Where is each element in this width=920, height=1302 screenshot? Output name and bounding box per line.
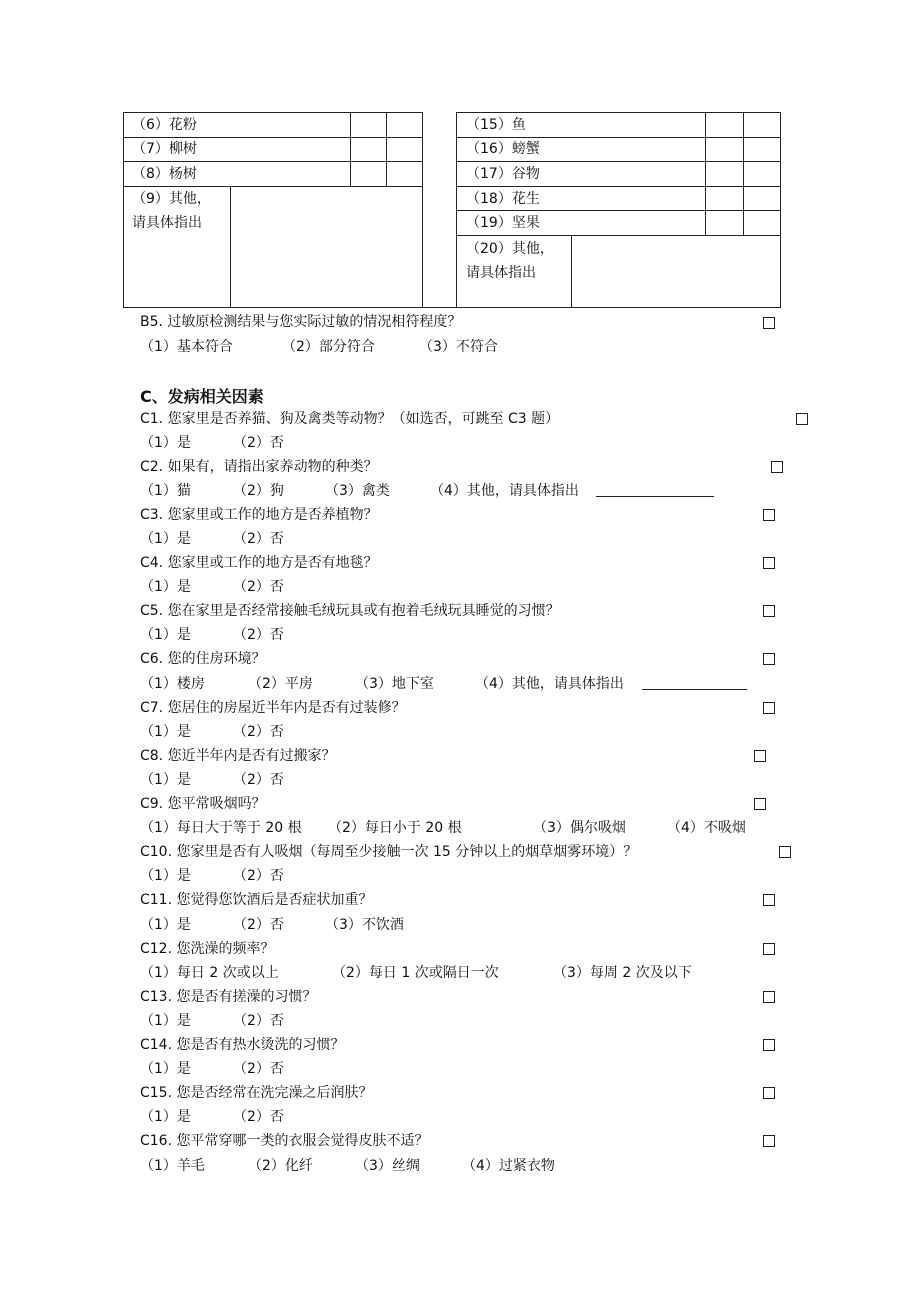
option: （2）部分符合 — [282, 339, 375, 355]
option: （1）楼房 — [140, 676, 205, 692]
option: （2）否 — [233, 531, 284, 547]
option: （2）否 — [233, 1013, 284, 1029]
option: （1）羊毛 — [140, 1158, 205, 1174]
question-c4: C4. 您家里或工作的地方是否有地毯？ — [140, 555, 378, 571]
option: （1）基本符合 — [140, 339, 233, 355]
answer-box-c8[interactable] — [754, 750, 766, 762]
option: （2）否 — [233, 1061, 284, 1077]
question-c7: C7. 您居住的房屋近半年内是否有过装修？ — [140, 700, 406, 716]
option: （2）否 — [233, 772, 284, 788]
question-c6: C6. 您的住房环境？ — [140, 651, 266, 667]
table-cell-peanut: （18）花生 — [466, 191, 540, 207]
question-c1: C1. 您家里是否养猫、狗及禽类等动物？（如选否，可跳至 C3 题） — [140, 411, 560, 427]
answer-box-c3[interactable] — [763, 509, 775, 521]
option: （3）偶尔吸烟 — [533, 820, 626, 836]
option: （1）是 — [140, 1061, 191, 1077]
table-cell-pollen: （6）花粉 — [132, 117, 197, 133]
section-title-c: C、发病相关因素 — [140, 387, 264, 406]
question-c3: C3. 您家里或工作的地方是否养植物？ — [140, 507, 378, 523]
option: （1）是 — [140, 917, 191, 933]
table-cell-grain: （17）谷物 — [466, 166, 540, 182]
answer-box-c7[interactable] — [763, 702, 775, 714]
option: （1）是 — [140, 1013, 191, 1029]
option: （3）禽类 — [325, 483, 390, 499]
option: （1）是 — [140, 531, 191, 547]
question-c12: C12. 您洗澡的频率？ — [140, 941, 275, 957]
option: （2）否 — [233, 724, 284, 740]
option: （2）否 — [233, 1109, 284, 1125]
question-c9: C9. 您平常吸烟吗？ — [140, 796, 266, 812]
question-c15: C15. 您是否经常在洗完澡之后润肤？ — [140, 1085, 373, 1101]
option: （2）否 — [233, 579, 284, 595]
answer-box-c5[interactable] — [763, 605, 775, 617]
answer-box-c16[interactable] — [763, 1135, 775, 1147]
option: （1）每日大于等于 20 根 — [140, 820, 302, 836]
fill-in-blank-c2[interactable] — [596, 482, 714, 497]
option: （3）丝绸 — [355, 1158, 420, 1174]
option: （1）是 — [140, 579, 191, 595]
answer-box-c15[interactable] — [763, 1087, 775, 1099]
option: （2）否 — [233, 435, 284, 451]
answer-box-c4[interactable] — [763, 557, 775, 569]
option: （1）是 — [140, 435, 191, 451]
table-cell-other-right-1: （20）其他， — [466, 241, 554, 257]
table-cell-other-right-2: 请具体指出 — [466, 265, 536, 281]
option: （1）是 — [140, 724, 191, 740]
option: （2）每日小于 20 根 — [328, 820, 462, 836]
option: （4）过紧衣物 — [462, 1158, 555, 1174]
question-c10: C10. 您家里是否有人吸烟（每周至少接触一次 15 分钟以上的烟草烟雾环境）？ — [140, 844, 638, 860]
answer-box-c1[interactable] — [796, 413, 808, 425]
table-cell-nut: （19）坚果 — [466, 215, 540, 231]
option: （2）每日 1 次或隔日一次 — [332, 965, 499, 981]
question-c8: C8. 您近半年内是否有过搬家？ — [140, 748, 336, 764]
answer-box-c14[interactable] — [763, 1039, 775, 1051]
option: （2）否 — [233, 627, 284, 643]
option: （2）狗 — [233, 483, 284, 499]
fill-in-blank-c6[interactable] — [642, 675, 747, 690]
answer-box-c11[interactable] — [763, 894, 775, 906]
question-c5: C5. 您在家里是否经常接触毛绒玩具或有抱着毛绒玩具睡觉的习惯？ — [140, 603, 560, 619]
table-cell-other-left-1: （9）其他， — [132, 191, 211, 207]
answer-box-c10[interactable] — [779, 846, 791, 858]
answer-box-b5[interactable] — [763, 317, 775, 329]
table-cell-willow: （7）柳树 — [132, 141, 197, 157]
option: （1）是 — [140, 1109, 191, 1125]
option: （1）是 — [140, 627, 191, 643]
option: （1）猫 — [140, 483, 191, 499]
question-c11: C11. 您觉得您饮酒后是否症状加重？ — [140, 892, 373, 908]
option: （4）不吸烟 — [667, 820, 746, 836]
answer-box-c2[interactable] — [771, 461, 783, 473]
question-c2: C2. 如果有，请指出家养动物的种类？ — [140, 459, 378, 475]
option: （1）是 — [140, 772, 191, 788]
answer-box-c9[interactable] — [754, 798, 766, 810]
table-cell-poplar: （8）杨树 — [132, 166, 197, 182]
option: （3）地下室 — [355, 676, 434, 692]
option: （3）每周 2 次及以下 — [553, 965, 692, 981]
option: （2）化纤 — [248, 1158, 313, 1174]
option: （1）是 — [140, 868, 191, 884]
question-b5: B5. 过敏原检测结果与您实际过敏的情况相符程度？ — [140, 314, 462, 330]
answer-box-c12[interactable] — [763, 943, 775, 955]
option: （2）否 — [233, 917, 284, 933]
option: （2）平房 — [248, 676, 313, 692]
table-cell-crab: （16）螃蟹 — [466, 141, 540, 157]
table-cell-fish: （15）鱼 — [466, 117, 526, 133]
option: （4）其他，请具体指出 — [430, 483, 579, 499]
option: （4）其他，请具体指出 — [475, 676, 624, 692]
option: （3）不饮酒 — [325, 917, 404, 933]
question-c14: C14. 您是否有热水烫洗的习惯？ — [140, 1037, 345, 1053]
option: （2）否 — [233, 868, 284, 884]
answer-box-c6[interactable] — [763, 653, 775, 665]
question-c13: C13. 您是否有搓澡的习惯？ — [140, 989, 317, 1005]
answer-box-c13[interactable] — [763, 991, 775, 1003]
table-cell-other-left-2: 请具体指出 — [132, 215, 202, 231]
option: （1）每日 2 次或以上 — [140, 965, 279, 981]
question-c16: C16. 您平常穿哪一类的衣服会觉得皮肤不适？ — [140, 1133, 429, 1149]
option: （3）不符合 — [419, 339, 498, 355]
